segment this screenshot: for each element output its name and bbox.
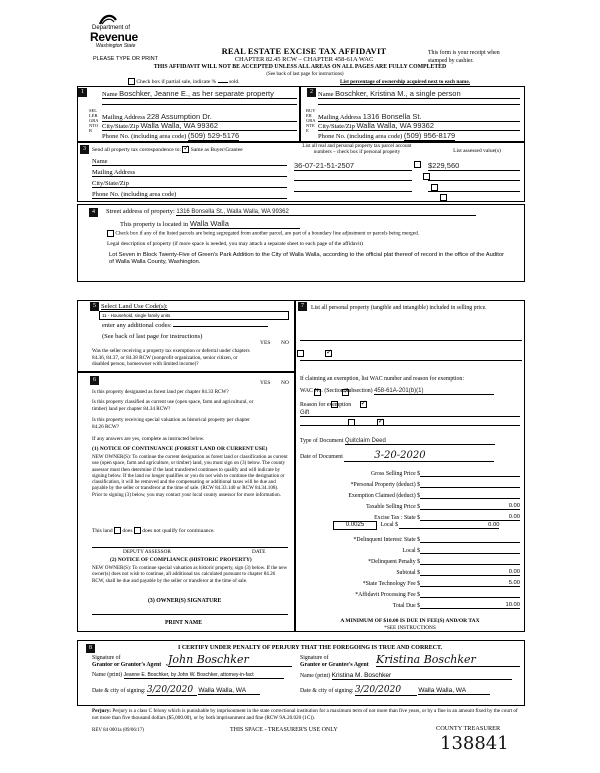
parcel-number[interactable]: 36-07-21-51-2507: [294, 161, 412, 171]
land-does-checkbox[interactable]: [114, 527, 121, 534]
section-1-badge: 1: [78, 88, 87, 97]
minimum-due: A MINIMUM OF $10.00 IS DUE IN FEE(S) AND/OR TAX: [340, 618, 480, 624]
seller-mailing[interactable]: 228 Assumption Dr.: [146, 112, 212, 121]
tax-row-value[interactable]: [420, 542, 520, 543]
land-use-select[interactable]: 11 - Household, single family units: [99, 311, 289, 320]
parcel-header: List all real and personal property tax parcel account numbers – check box if personal property: [302, 143, 412, 155]
parcel-line-3: [294, 191, 412, 192]
section-7-badge: 7: [298, 302, 307, 311]
dept-top: Department of: [92, 25, 131, 31]
tax-row-label: *Personal Property (deduct) $: [350, 482, 420, 488]
tax-row-value[interactable]: [420, 564, 520, 565]
exemption-question: Was the seller receiving a property tax exemption or deferral under chapters 84.36, 84.37, or 84.38 RCW (nonprofit organization, senior citizen, or disabled person, homeowner with limited income)?: [92, 348, 250, 367]
legal-description[interactable]: Lot Seven in Block Twenty-Five of Green's Park Addition to the City of Walla Walla, according to the official plat thereof of record in the office of the Auditor of Walla Walla County, Washington.: [109, 252, 505, 265]
legal-label: Legal description of property (if more space is needed, you may attach a separate sheet to each page of the affidavit): [107, 241, 363, 247]
grantor-date-row: Date & city of signing: 3/20/2020 Walla Walla, WA: [92, 685, 260, 696]
seller-city[interactable]: Walla Walla, WA 99362: [140, 121, 218, 130]
see-back: (See back of last page for instructions): [266, 72, 344, 77]
dept-name: Revenue: [90, 30, 138, 44]
owner-sig-line: [92, 614, 288, 615]
wac-row: WAC No. (Section/Subsection) 458-61A-201(b)(1): [300, 388, 494, 395]
assessed-line-3: [428, 191, 520, 192]
grantee-date-row: Date & city of signing: 3/20/2020 Walla Walla, WA: [300, 685, 490, 696]
county-treasurer: COUNTY TREASURER: [436, 725, 501, 732]
section6-no: NO: [281, 380, 289, 386]
tax-row: [300, 565, 520, 576]
buyer-city-row: City/State/Zip Walla Walla, WA 99362: [318, 121, 520, 131]
assessed-header: List assessed value(s): [453, 148, 501, 154]
section-2-badge: 2: [307, 88, 316, 97]
corr-mailing-row: Mailing Address: [92, 169, 287, 177]
tax-row: [300, 543, 520, 554]
parcel-personal-checkbox-3[interactable]: [431, 184, 438, 191]
if-yes-text: If any answers are yes, complete as instructed below.: [92, 436, 205, 442]
please-type: PLEASE TYPE OR PRINT: [93, 56, 159, 62]
partial-sale-label: Check box if partial sale, indicate %: [136, 78, 217, 85]
parcel-personal-checkbox-4[interactable]: [440, 194, 447, 201]
receipt-number: 138841: [440, 733, 509, 754]
tax-row: [300, 554, 520, 565]
seller-phone[interactable]: (509) 529-5176: [187, 131, 240, 140]
parcel-line-2: [294, 180, 412, 181]
deputy-date-label: DATE: [252, 549, 266, 555]
tax-row-value[interactable]: [420, 476, 520, 477]
tax-row-value[interactable]: 5.00: [420, 580, 520, 587]
partial-sale-row: [128, 78, 240, 85]
buyer-name[interactable]: Boschker, Kristina M., a single person: [335, 89, 461, 98]
tax-row-value[interactable]: [420, 553, 520, 554]
deputy-assessor-label: DEPUTY ASSESSOR: [123, 549, 171, 555]
land-use-label: Select Land Use Code(s):: [101, 303, 168, 310]
owner-signature-label: (3) OWNER(S) SIGNATURE: [148, 598, 222, 604]
form-title: REAL ESTATE EXCISE TAX AFFIDAVIT: [221, 46, 387, 56]
tax-row: [300, 587, 520, 598]
tax-row: [300, 466, 520, 477]
this-land-row: This land does does not qualify for continuance.: [92, 527, 215, 534]
tax-row: [300, 598, 520, 609]
tax-row-value[interactable]: 0.00: [420, 569, 520, 576]
tax-row: [300, 499, 520, 510]
tax-row-label: *State Technology Fee $: [362, 581, 420, 587]
local-label: Local $: [380, 522, 398, 528]
additional-codes-input[interactable]: [173, 326, 268, 327]
assessed-value[interactable]: $229,560: [428, 161, 520, 171]
grantee-date[interactable]: 3/20/2020: [355, 685, 417, 696]
doc-date-row: Date of Document 3-20-2020: [300, 450, 494, 462]
tax-row: [300, 510, 520, 521]
partial-sale-checkbox[interactable]: [128, 78, 135, 85]
buyer-phone-row: Phone No. (including area code) (509) 956-8179: [318, 131, 456, 140]
local-rate-row: [333, 521, 499, 530]
corr-city-row: City/State/Zip: [92, 180, 287, 188]
form-subtitle: CHAPTER 82.45 RCW – CHAPTER 458-61A WAC: [234, 56, 374, 63]
buyer-side-label: BUYER GRANTEE: [306, 108, 316, 133]
forest-land-question: Is this property designated as forest land per chapter 84.33 RCW?: [92, 389, 229, 395]
segregated-row: Check box if any of the listed parcels are being segregated from another parcel, are part of a boundary line adjustment or parcels being merged.: [107, 230, 419, 237]
see-instructions: *SEE INSTRUCTIONS: [384, 625, 436, 631]
notice-continuance-title: (1) NOTICE OF CONTINUANCE (FOREST LAND OR CURRENT USE): [92, 446, 268, 452]
land-does-not-checkbox[interactable]: [134, 527, 141, 534]
parcel-personal-checkbox-1[interactable]: [414, 161, 421, 168]
tax-row-label: Excise Tax : State $: [374, 515, 420, 521]
claim-exemption-label: If claiming an exemption, list WAC number and reason for exemption:: [300, 376, 464, 382]
doc-date[interactable]: 3-20-2020: [344, 450, 494, 462]
tax-row-label: *Delinquent Interest: State $: [353, 537, 420, 543]
tax-row-value[interactable]: [420, 487, 520, 488]
tax-row-label: Total Due $: [392, 603, 420, 609]
buyer-name-line2: [318, 104, 520, 105]
tax-row-value[interactable]: [420, 597, 520, 598]
section-5-badge: 5: [90, 302, 99, 311]
treasurer-space: THIS SPACE - TREASURER'S USE ONLY: [230, 727, 338, 733]
corr-phone-row: Phone No. (including area code): [92, 191, 287, 199]
dor-logo: [78, 12, 158, 48]
reason-line-2: [300, 425, 520, 426]
buyer-city[interactable]: Walla Walla, WA 99362: [356, 121, 434, 130]
section6-yes: YES: [260, 380, 271, 386]
notice-compliance-title: (2) NOTICE OF COMPLIANCE (HISTORIC PROPERTY): [110, 557, 252, 563]
tax-row-value[interactable]: 0.00: [420, 503, 520, 510]
send-correspondence-row: Send all property tax correspondence to: ✓ Same as Buyer/Grantee: [92, 146, 243, 153]
tax-row-label: Gross Selling Price $: [370, 471, 420, 477]
rev-number: REV 84 0001a (09/06/17): [92, 728, 144, 733]
buyer-phone[interactable]: (509) 956-8179: [403, 131, 456, 140]
notice-compliance-body: NEW OWNER(S): To continue special valuation as historic property, sign (3) below. If the new owner(s) does not wish to continue, all additional tax calculated pursuant to chapter 84.26 RCW, shall be due and payable by the seller or transferor at the time of sale.: [92, 565, 288, 584]
section-3-badge: 3: [80, 145, 89, 154]
doc-type-row: Type of Document Quitclaim Deed: [300, 438, 495, 445]
grantor-print-name[interactable]: Jeanne E. Boschker, by John W. Boschker, attorney-in-fact: [124, 672, 284, 679]
tax-row: [300, 576, 520, 587]
perjury-text: Perjury: Perjury is a class C felony which is punishable by imprisonment in the state correctional institution for a maximum term of not more than five years, or by a fine in an amount fixed by the court of not more than five thousand dollars ($5,000.00), or by both imprisonment and fine (RCW 9A.20.020 (1C)).: [92, 708, 518, 721]
buyer-mailing[interactable]: 1316 Bonsella St.: [362, 112, 422, 121]
tax-row-label: Subtotal $: [396, 570, 420, 576]
grantee-signature[interactable]: Kristina Boschker: [376, 653, 520, 667]
logo-swoosh-icon: [98, 12, 118, 26]
grantor-sig-label: Signature of Grantor or Grantor's Agent: [92, 655, 162, 668]
street-address[interactable]: 1316 Bonsella St., Walla Walla, WA 99362: [176, 209, 476, 216]
seller-side-label: SELLER GRANTOR: [89, 108, 99, 133]
tax-row-label: *Affidavit Processing Fee $: [355, 592, 420, 598]
tax-row-value[interactable]: 0.00: [420, 514, 520, 521]
grantee-print-row: Name (print) Kristina M. Boschker: [300, 672, 512, 680]
deputy-line: [92, 547, 288, 548]
parcel-personal-checkbox-2[interactable]: [423, 173, 430, 180]
seller-mailing-row: Mailing Address 228 Assumption Dr.: [102, 112, 297, 122]
wac-number[interactable]: 458-61A-201(b)(1): [374, 388, 494, 395]
tax-row-label: Taxable Selling Price $: [366, 504, 420, 510]
personal-property-label: List all personal property (tangible and intangible) included in selling price.: [311, 305, 487, 311]
section-4-badge: 4: [89, 208, 98, 217]
tax-row-value[interactable]: [420, 498, 520, 499]
list-percentage: List percentage of ownership acquired next to each name.: [340, 79, 471, 85]
grantee-print-name[interactable]: Kristina M. Boschker: [332, 672, 512, 680]
seller-name[interactable]: Boschker, Jeanne E., as her separate property: [119, 89, 274, 98]
tax-row: [300, 532, 520, 543]
located-in[interactable]: Walla Walla: [190, 219, 300, 229]
tax-row-value[interactable]: 10.00: [420, 602, 520, 609]
seller-name-line2: [102, 104, 297, 105]
tax-rows: [300, 466, 520, 521]
section-6-badge: 6: [90, 376, 99, 385]
doc-type[interactable]: Quitclaim Deed: [345, 438, 495, 445]
receipt-note: This form is your receipt when stamped by cashier.: [428, 50, 500, 64]
segregated-checkbox[interactable]: [107, 230, 114, 237]
reason-exemption[interactable]: Gift: [300, 410, 520, 417]
personal-line-1: [300, 340, 522, 341]
form-warning: THIS AFFIDAVIT WILL NOT BE ACCEPTED UNLESS ALL AREAS ON ALL PAGES ARE FULLY COMPLETED: [153, 64, 447, 70]
tax-rows-2: [300, 532, 520, 609]
certify-text: I CERTIFY UNDER PENALTY OF PERJURY THAT THE FOREGOING IS TRUE AND CORRECT.: [178, 645, 443, 651]
buyer-mailing-row: Mailing Address 1316 Bonsella St.: [318, 112, 520, 122]
section5-yes: YES: [260, 340, 271, 346]
reason-label: Reason for exemption: [300, 402, 352, 408]
seller-name-row: Name Boschker, Jeanne E., as her separate property: [102, 89, 297, 99]
section-8-badge: 8: [86, 644, 95, 653]
corr-name-row: Name: [92, 158, 287, 166]
additional-codes-row: enter any additional codes:: [102, 322, 268, 329]
print-name-label: PRINT NAME: [165, 620, 203, 626]
same-as-buyer-checkbox[interactable]: [182, 146, 189, 153]
tax-row-label: *Delinquent Penalty $: [368, 559, 420, 565]
tax-row-label: Exemption Claimed (deduct) $: [348, 493, 420, 499]
dept-state: Washington State: [96, 43, 136, 49]
section5-no: NO: [281, 340, 289, 346]
section5-see-back: (See back of last page for instructions): [102, 333, 203, 340]
personal-line-2: [300, 360, 522, 361]
street-address-row: Street address of property: 1316 Bonsella St., Walla Walla, WA 99362: [106, 208, 518, 216]
current-use-question: Is this property classified as current use (open space, farm and agricultural, or timber) land per chapter 84.34 RCW?: [92, 399, 254, 412]
local-rate[interactable]: 0.0025: [333, 521, 377, 530]
grantee-sig-label: Signature of Grantee or Grantee's Agent: [300, 655, 369, 668]
assessed-line-2: [428, 180, 520, 181]
grantor-date[interactable]: 3/20/2020: [147, 685, 197, 696]
tax-row: [300, 477, 520, 488]
buyer-name-row: Name Boschker, Kristina M., a single person: [318, 89, 520, 99]
seller-phone-row: Phone No. (including area code) (509) 529-5176: [102, 131, 240, 140]
tax-row-label: Local $: [402, 548, 420, 554]
historic-question: Is this property receiving special valuation as historical property per chapter 84.26 RCW?: [92, 417, 250, 430]
located-row: This property is located in Walla Walla: [120, 219, 300, 229]
grantor-signature[interactable]: John Boschker: [168, 653, 292, 667]
grantee-city[interactable]: Walla Walla, WA: [418, 687, 490, 695]
tax-row: [300, 488, 520, 499]
grantor-city[interactable]: Walla Walla, WA: [198, 687, 260, 695]
notice-continuance-body: NEW OWNER(S): To continue the current designation as forest land or classification as current use (open space, farm and agriculture, or timber) land, you must sign on (3) below. The county assessor must then determine if the land transferred continues to qualify and will indicate by signing below. If the land no longer qualifies or you do not wish to continue the designation or classification, it will be removed and the compensating or additional taxes will be due and payable by the seller or transferor at the time of sale. (RCW 84.33.140 or RCW 84.34.108). Prior to signing (3) below, you may contact your local county assessor for more information.: [92, 454, 288, 498]
local-value[interactable]: 0.00: [399, 522, 499, 529]
grantor-print-row: Name (print) Jeanne E. Boschker, by John W. Boschker, attorney-in-fact: [92, 672, 284, 679]
sold-label: sold.: [229, 78, 240, 85]
seller-city-row: City/State/Zip Walla Walla, WA 99362: [102, 121, 297, 131]
